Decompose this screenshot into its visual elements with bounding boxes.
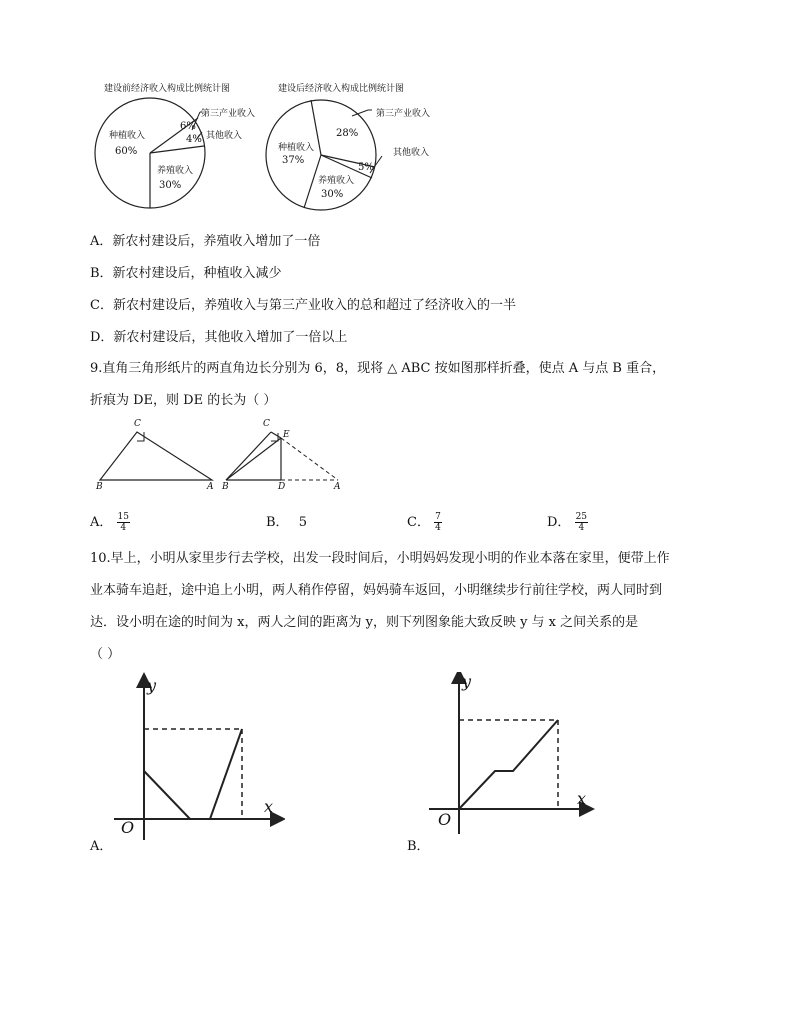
q9-fig2-label-e: E — [283, 430, 290, 440]
q8-option-c: C．新农村建设后，养殖收入与第三产业收入的总和超过了经济收入的一半 — [90, 298, 516, 313]
q10-graph-b-origin: O — [438, 810, 452, 829]
pie-before-label-other: 其他收入 — [206, 131, 243, 141]
q8-option-b: B．新农村建设后，种植收入减少 — [90, 266, 282, 281]
q8-option-d: D．新农村建设后，其他收入增加了一倍以上 — [90, 330, 348, 345]
q9-option-d — [547, 511, 588, 533]
q9-fig1-label-c: C — [134, 419, 141, 429]
q10-question-line4: （ ） — [90, 647, 121, 662]
q10-option-b-label: B． — [407, 839, 430, 854]
q9-option-b-value: 5 — [298, 515, 307, 530]
q10-question-line2: 业本骑车追赶，途中追上小明，两人稍作停留，妈妈骑车返回，小明继续步行前往学校，两人同时到 — [90, 583, 663, 598]
pie-after-label-other: 其他收入 — [393, 148, 430, 158]
pie-before-title: 建设前经济收入构成比例统计图 — [104, 84, 231, 94]
pie-after-title: 建设后经济收入构成比例统计图 — [278, 84, 405, 94]
pie-before-label-third: 第三产业收入 — [201, 109, 256, 119]
q9-fig2-label-d: D — [278, 482, 286, 492]
q9-option-c — [407, 511, 442, 533]
q9-option-a-den: 4 — [120, 523, 127, 533]
q9-question-line1: 9.直角三角形纸片的两直角边长分别为 6，8，现将 △ ABC 按如图那样折叠，使点 A 与点 B 重合， — [90, 361, 666, 376]
q9-question-line2: 折痕为 DE，则 DE 的长为（ ） — [90, 393, 277, 408]
q9-option-b — [266, 511, 307, 530]
pie-after-label-plant: 种植收入 — [278, 143, 315, 153]
pie-after-pct-third: 28% — [336, 128, 359, 139]
q10-graph-a — [110, 672, 285, 842]
q9-option-d-den: 4 — [578, 523, 585, 533]
q9-fig2-label-b: B — [222, 482, 229, 492]
q9-option-a-fraction — [117, 512, 130, 533]
pie-before-pct-other: 4% — [186, 134, 202, 145]
pie-after-pct-plant: 37% — [282, 155, 305, 166]
pie-after-label-breed: 养殖收入 — [318, 176, 355, 186]
pie-after-pct-other: 5% — [358, 162, 374, 173]
q9-option-d-fraction — [575, 512, 588, 533]
pie-after-label-third: 第三产业收入 — [376, 109, 431, 119]
pie-before-pct-third: 6% — [180, 121, 196, 132]
pie-before-label-breed: 养殖收入 — [157, 166, 194, 176]
pie-before-pct-breed: 30% — [159, 180, 182, 191]
q9-option-d-letter: D． — [547, 515, 571, 530]
q10-graph-a-origin: O — [121, 818, 135, 837]
q9-option-c-fraction — [434, 512, 442, 533]
q10-question-line1: 10.早上，小明从家里步行去学校，出发一段时间后，小明妈妈发现小明的作业本落在家里，便带上作 — [90, 551, 670, 566]
q8-option-a: A．新农村建设后，养殖收入增加了一倍 — [90, 234, 321, 249]
q10-graph-b-x-label: x — [577, 789, 587, 808]
q9-option-b-letter: B． — [266, 515, 289, 530]
q10-graph-a-y-label: y — [147, 676, 157, 695]
pie-before-pct-plant: 60% — [115, 146, 138, 157]
q9-fig2-label-a: A — [334, 482, 341, 492]
q9-fig1-label-b: B — [96, 482, 103, 492]
q9-option-a — [90, 511, 130, 533]
q9-option-c-num: 7 — [435, 512, 441, 522]
q9-option-a-letter: A． — [90, 515, 113, 530]
pie-after-pct-breed: 30% — [321, 189, 344, 200]
q10-graph-a-x-label: x — [264, 797, 274, 816]
q9-option-c-letter: C． — [407, 515, 430, 530]
q9-option-d-num: 25 — [575, 512, 588, 522]
q9-fig1-label-a: A — [207, 482, 214, 492]
pie-before-label-plant: 种植收入 — [109, 131, 146, 141]
q9-fig2-label-c: C — [263, 419, 270, 429]
q10-option-a-label: A． — [90, 839, 113, 854]
q9-option-a-num: 15 — [117, 512, 129, 522]
q10-question-line3: 达．设小明在途的时间为 x，两人之间的距离为 y，则下列图象能大致反映 y 与 x 之间关系的是 — [90, 615, 639, 630]
q9-option-c-den: 4 — [435, 523, 441, 533]
q10-graph-b-y-label: y — [462, 672, 472, 691]
